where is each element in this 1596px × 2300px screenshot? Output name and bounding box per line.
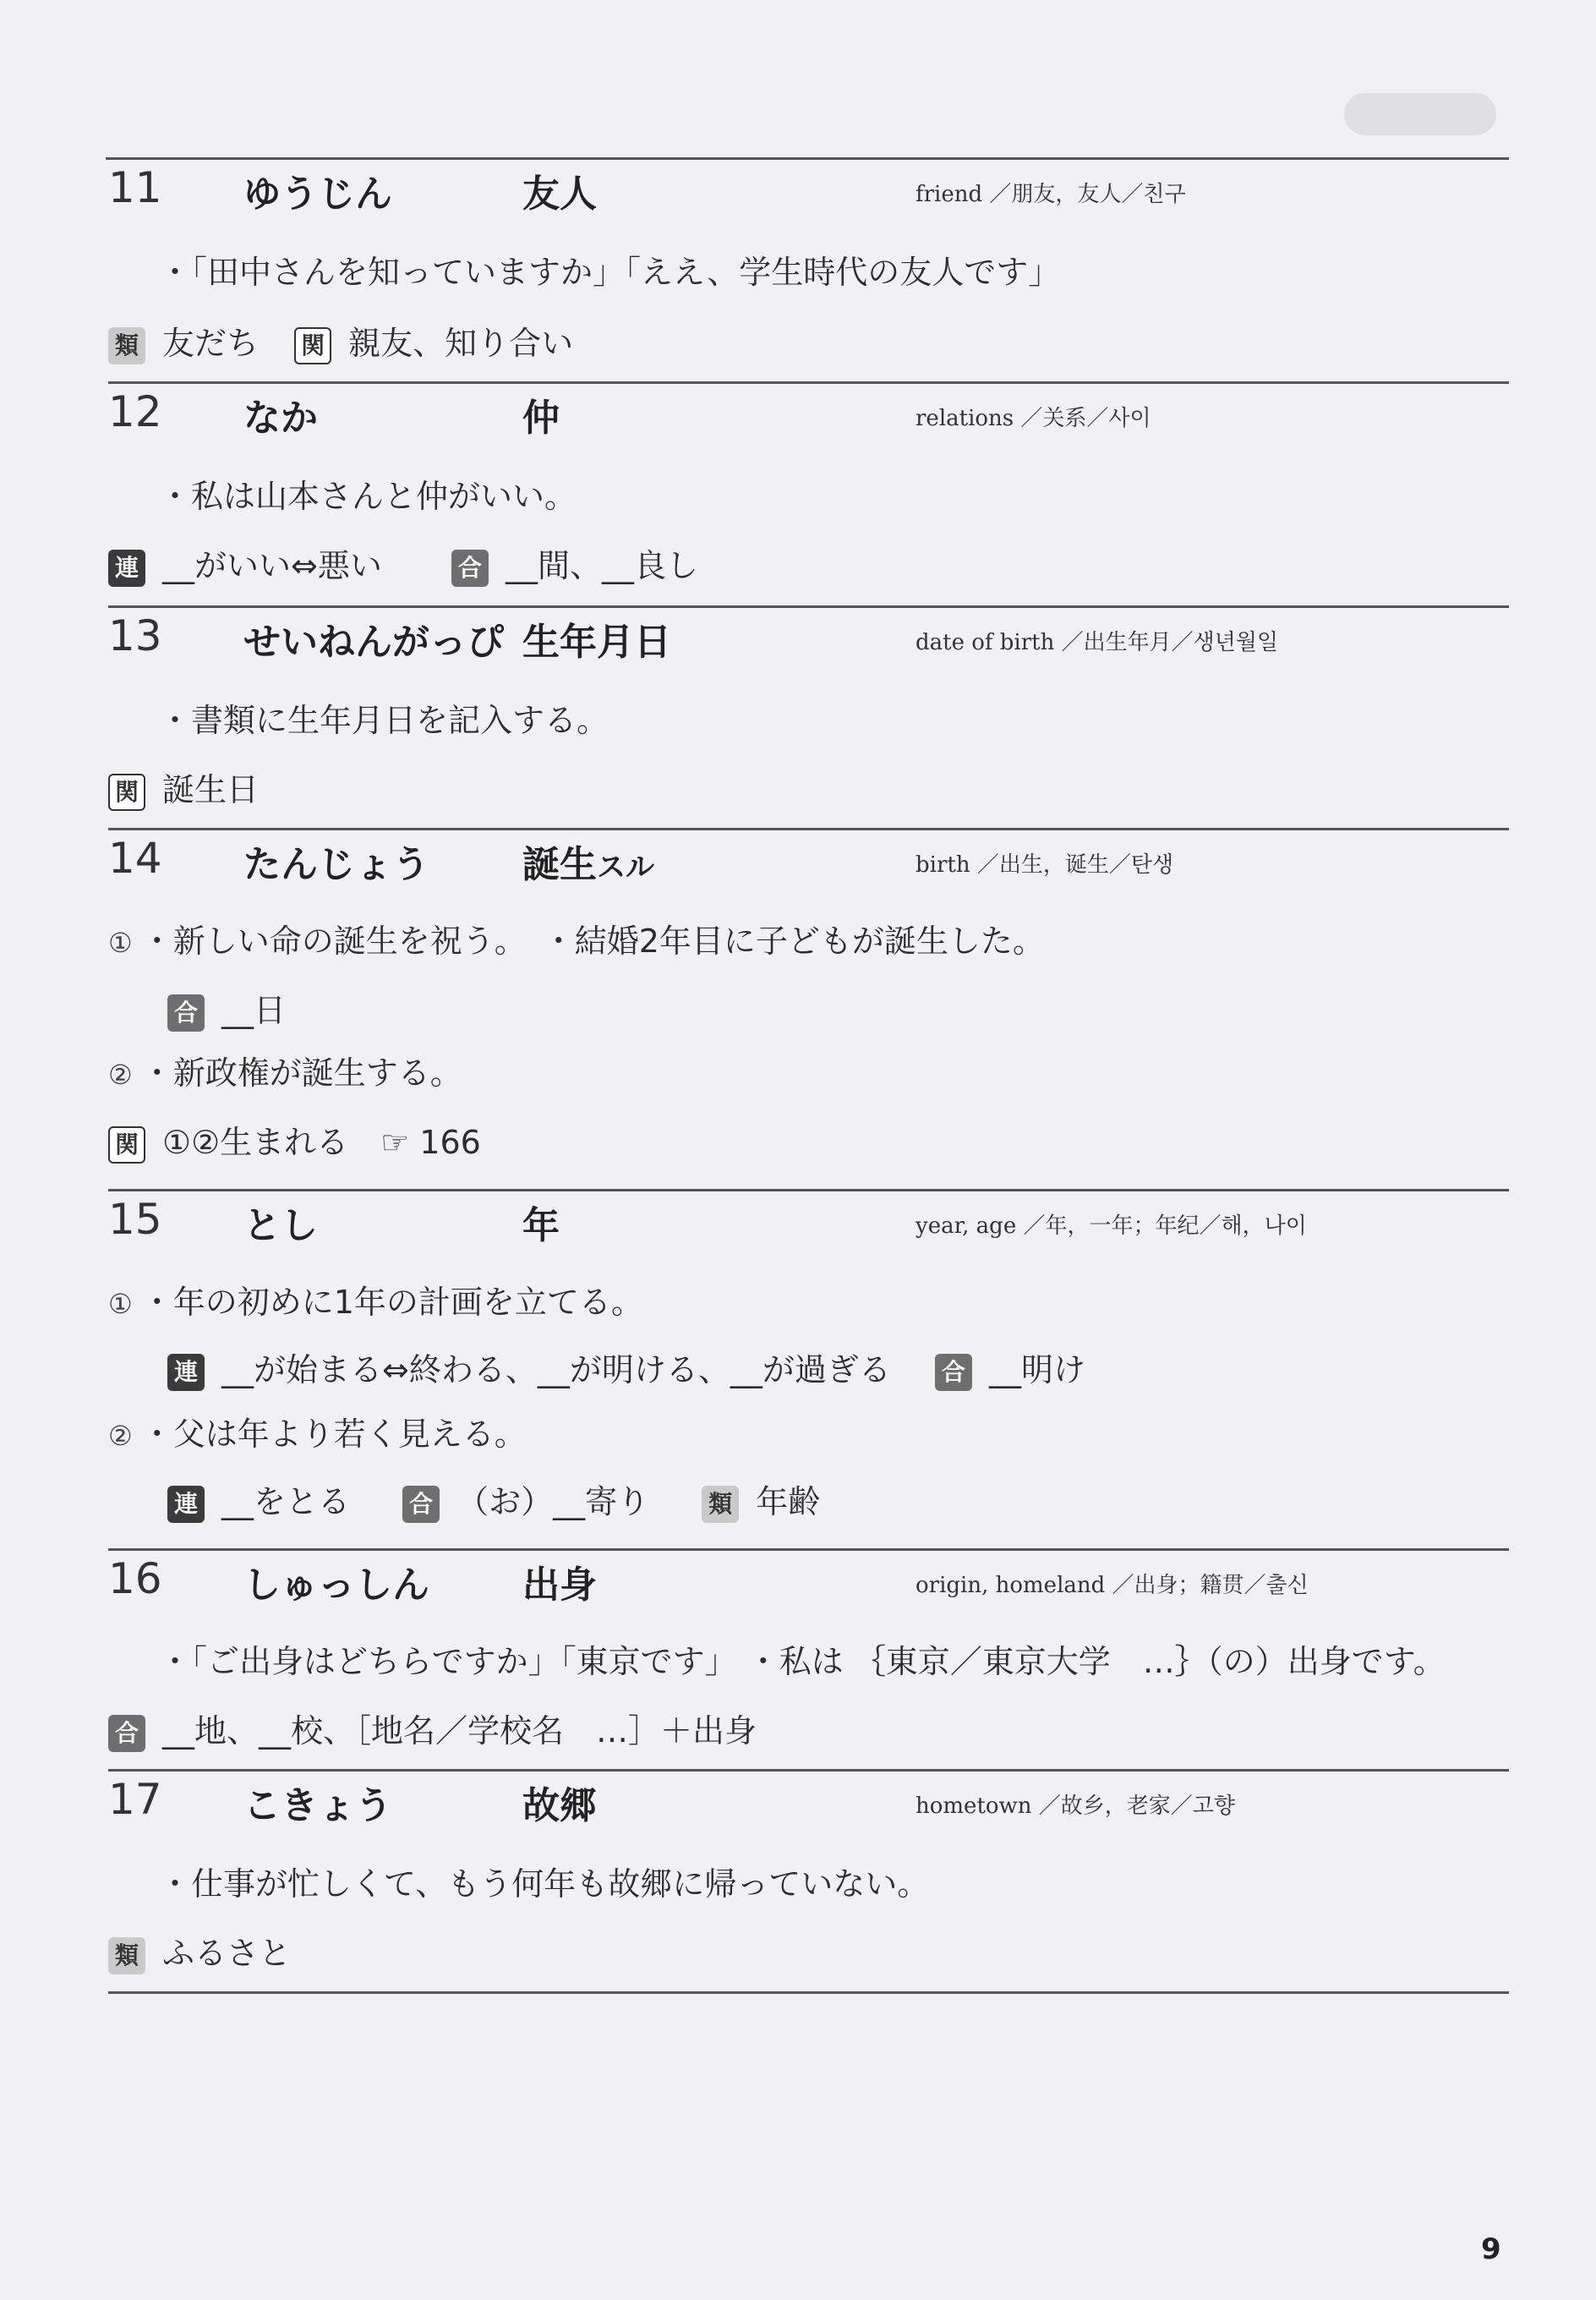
- related-word: ①②生まれる ☞ 166: [162, 1124, 481, 1161]
- related-line: [108, 317, 573, 364]
- related-word: ふるさと: [162, 1935, 292, 1972]
- entry-number: 16: [108, 1554, 162, 1603]
- entry-divider: [108, 1991, 1509, 1994]
- sense-1-related: [167, 1344, 1085, 1391]
- tag-kan: 関: [294, 327, 331, 364]
- entry-15: [108, 1191, 1509, 1551]
- related-word: 友だち: [162, 325, 260, 362]
- sense-marker: ①: [108, 927, 133, 959]
- entry-translation: relations ／关系／사이: [916, 406, 1151, 431]
- related-word: __地、__校、［地名／学校名 …］＋出身: [162, 1712, 757, 1750]
- entry-number: 13: [108, 611, 162, 660]
- tag-rui: 類: [702, 1486, 739, 1523]
- entry-word: 友人: [522, 172, 597, 216]
- entry-translation: year, age ／年，一年；年纪／해，나이: [916, 1213, 1307, 1239]
- entry-translation: hometown ／故乡，老家／고향: [916, 1793, 1236, 1819]
- entry-word: 出身: [522, 1563, 597, 1607]
- entry-reading: とし: [243, 1204, 318, 1247]
- sense-marker: ①: [108, 1288, 133, 1320]
- entry-word: 生年月日: [522, 621, 671, 664]
- entry-reading: こきょう: [243, 1784, 392, 1827]
- entry-number: 17: [108, 1775, 162, 1824]
- tag-go: 合: [935, 1354, 972, 1391]
- sense-2-example: ② ・父は年より若く見える。: [108, 1416, 527, 1453]
- sense-1-example: ① ・新しい命の誕生を祝う。 ・結婚2年目に子どもが誕生した。: [108, 923, 1045, 960]
- entry-header: [108, 608, 1509, 667]
- entry-reading: なか: [243, 397, 318, 440]
- entry-14: [108, 830, 1509, 1191]
- related-word: __がいい⇔悪い: [162, 547, 382, 584]
- example-sentence: ・「ご出身はどちらですか」「東京です」 ・私は ｛東京／東京大学 …｝（の）出身です。: [159, 1643, 1446, 1680]
- entry-header: [108, 1551, 1509, 1610]
- tag-ren: 連: [167, 1486, 205, 1523]
- example-sentence: ・仕事が忙しくて、もう何年も故郷に帰っていない。: [159, 1865, 930, 1903]
- entry-reading: しゅっしん: [243, 1563, 429, 1607]
- entry-translation: birth ／出生，诞生／탄생: [916, 852, 1174, 878]
- entry-header: [108, 160, 1509, 219]
- entry-13: [108, 608, 1509, 830]
- entry-header: [108, 830, 1509, 890]
- related-line: [108, 764, 259, 811]
- tag-go: 合: [402, 1486, 440, 1523]
- tag-kan: 関: [108, 774, 145, 811]
- entry-number: 14: [108, 834, 162, 883]
- tag-rui: 類: [108, 1937, 145, 1974]
- sense-marker: ②: [108, 1420, 133, 1452]
- sense-2-example: ② ・新政権が誕生する。: [108, 1054, 462, 1092]
- entry-12: [108, 384, 1509, 608]
- tag-go: 合: [167, 994, 205, 1032]
- entry-translation: friend ／朋友，友人／친구: [916, 182, 1186, 207]
- related-line: [108, 1116, 481, 1164]
- entry-16: [108, 1551, 1509, 1772]
- tag-rui: 類: [108, 327, 145, 364]
- related-word: 誕生日: [162, 771, 260, 808]
- related-word: 親友、知り合い: [348, 325, 574, 362]
- related-line: [108, 1705, 757, 1752]
- sense-1-example: ① ・年の初めに1年の計画を立てる。: [108, 1284, 643, 1321]
- tag-ren: 連: [167, 1354, 205, 1391]
- entry-header: [108, 1772, 1509, 1831]
- related-word: __日: [221, 992, 287, 1029]
- example-sentence: ・私は山本さんと仲がいい。: [159, 478, 577, 515]
- example-sentence: ・書類に生年月日を記入する。: [159, 702, 609, 739]
- related-word: （お）__寄り: [456, 1483, 650, 1520]
- sense-2-related: [167, 1476, 820, 1523]
- related-word: __間、__良し: [505, 547, 698, 584]
- related-word: __をとる: [221, 1483, 351, 1520]
- entry-header: [108, 1191, 1509, 1251]
- sense-1-related: [167, 984, 286, 1032]
- entry-translation: origin, homeland ／出身；籍贯／출신: [916, 1573, 1309, 1598]
- tag-ren: 連: [108, 550, 145, 587]
- entry-header: [108, 384, 1509, 443]
- entry-word: 年: [522, 1204, 560, 1247]
- example-sentence: ・「田中さんを知っていますか」「ええ、学生時代の友人です」: [159, 254, 1061, 291]
- tag-go: 合: [451, 550, 489, 587]
- entry-number: 11: [108, 163, 162, 212]
- chapter-tab-ghost: [1344, 93, 1496, 135]
- tag-kan: 関: [108, 1126, 145, 1164]
- related-line: [108, 1927, 291, 1974]
- entry-reading: たんじょう: [243, 843, 429, 886]
- entry-word: 仲: [522, 397, 560, 440]
- entry-translation: date of birth ／出生年月／생년월일: [916, 630, 1279, 655]
- entry-17: [108, 1772, 1509, 1994]
- page-number: 9: [1481, 2232, 1501, 2266]
- entry-word: 故郷: [522, 1784, 597, 1827]
- related-line: [108, 539, 698, 587]
- entry-reading: せいねんがっぴ: [243, 621, 504, 664]
- related-word: __が始まる⇔終わる、__が明ける、__が過ぎる: [221, 1351, 891, 1388]
- entry-word: 誕生スル: [522, 843, 654, 886]
- entry-reading: ゆうじん: [243, 172, 392, 216]
- entry-number: 12: [108, 387, 162, 436]
- tag-go: 合: [108, 1715, 145, 1752]
- sense-marker: ②: [108, 1059, 133, 1091]
- related-word: __明け: [988, 1351, 1085, 1388]
- suru-suffix: スル: [597, 851, 654, 884]
- entry-number: 15: [108, 1195, 162, 1244]
- related-word: 年齢: [756, 1483, 821, 1520]
- entry-11: [108, 160, 1509, 384]
